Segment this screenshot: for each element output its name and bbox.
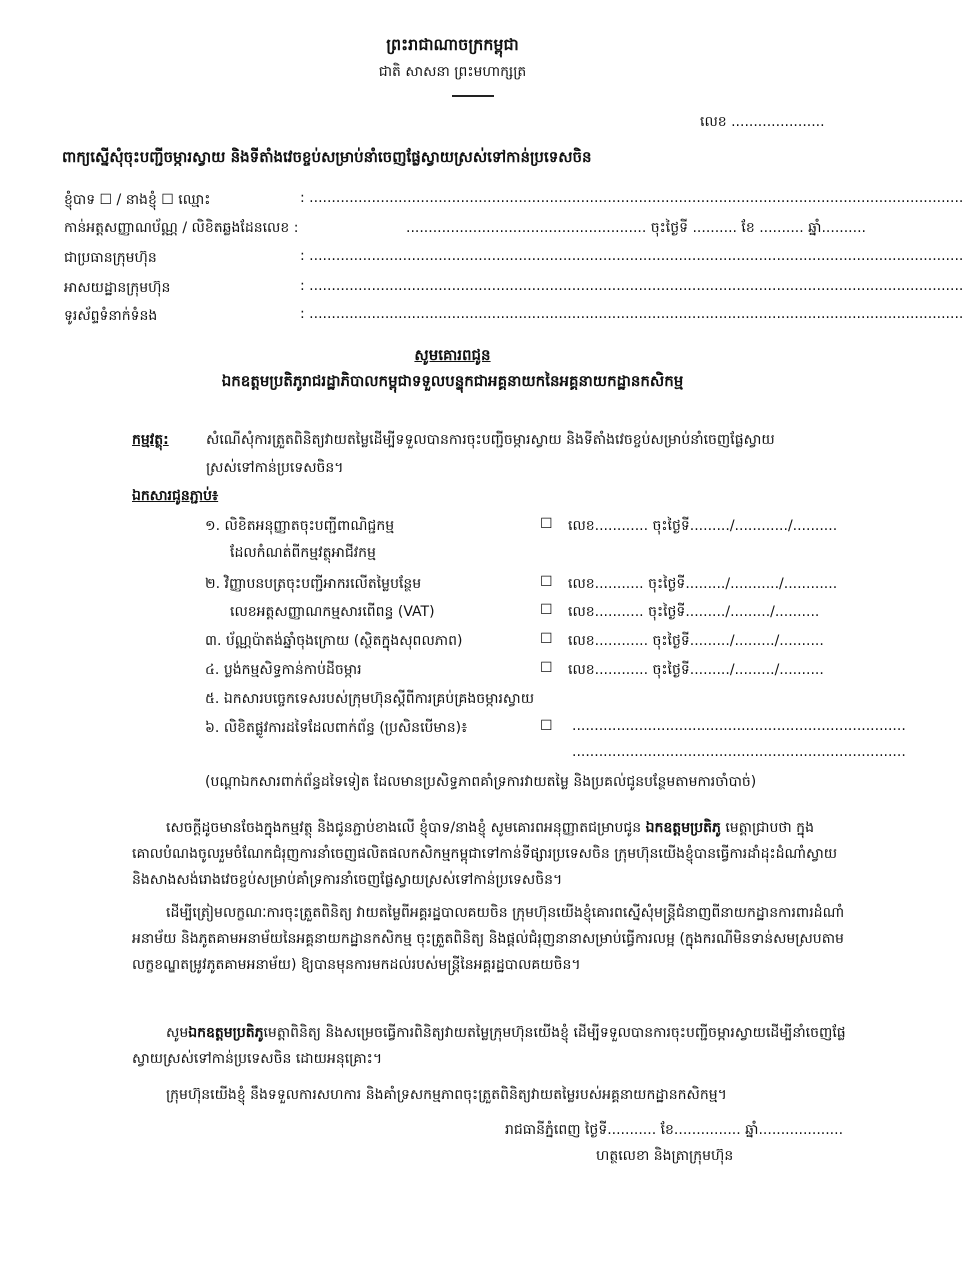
attachment-extra-line[interactable]: ........................................................................... bbox=[572, 744, 906, 760]
attachment-label: ១. លិខិតអនុញ្ញាតចុះបញ្ជីពាណិជ្ជកម្ម bbox=[205, 518, 395, 534]
field-id-value[interactable]: ...................................................... ចុះថ្ងៃទី .......... ខែ .......... ឆ្នាំ.......... bbox=[406, 220, 866, 236]
reference-number: លេខ ..................... bbox=[700, 114, 825, 130]
attachment-label: ដែលកំណត់ពីកម្មវត្ថុអាជីវកម្ម bbox=[230, 545, 376, 561]
attachment-checkbox[interactable]: ☐ bbox=[540, 631, 553, 647]
field-address-label: អាសយដ្ឋានក្រុមហ៊ុន bbox=[64, 280, 171, 296]
field-address-value[interactable]: : ................................................................................................................................................... bbox=[300, 278, 963, 294]
subject-line-1: សំណើសុំការត្រួតពិនិត្យវាយតម្លៃដើម្បីទទួលបានការចុះបញ្ជីចម្ការស្វាយ និងទីតាំងវេចខ្ចប់សម្រាប់នាំចេញផ្លែស្វាយ bbox=[206, 432, 775, 448]
attachment-label: លេខអត្តសញ្ញាណកម្មសារពើពន្ធ (VAT) bbox=[230, 604, 435, 620]
attachment-label: ២. វិញ្ញាបនបត្រចុះបញ្ជីអាករលើតម្លៃបន្ថែម bbox=[205, 576, 422, 592]
subject-line-2: ស្រស់ទៅកាន់ប្រទេសចិន។ bbox=[206, 460, 344, 476]
attachment-checkbox[interactable]: ☐ bbox=[540, 574, 553, 590]
field-director-value[interactable]: : ................................................................................................................................................... bbox=[300, 248, 963, 264]
attachment-label: ៣. ប័ណ្ណប៉ាតង់ឆ្នាំចុងក្រោយ (ស្ថិតក្នុងសុពលភាព) bbox=[205, 633, 463, 649]
body-paragraph-2: ដើម្បីត្រៀមលក្ខណៈការចុះត្រួតពិនិត្យ វាយតម្លៃពីអគ្គរដ្ឋបាលគយចិន ក្រុមហ៊ុនយើងខ្ញុំគោរពស្នើសុំមន្ត្រីជំនាញពីនាយកដ្ឋានការពារដំណាំ អនាម័យ និងភូតគាមអនាម័យនៃអគ្គនាយកដ្ឋានកសិកម្ម ចុះត្រួតពិនិត្យ និងផ្ដល់ជំរុញនានាសម្រាប់ធ្វើការលម្អ (ក្នុងករណីមិនទាន់សមស្របតាមលក្ខខណ្ឌតម្រូវភូតគាមអនាម័យ) ឱ្យបានមុនការមកដល់របស់មន្ត្រីនៃអគ្គរដ្ឋបាលគយចិន។ bbox=[132, 905, 845, 973]
attachment-label: ៤. ប្លង់កម្មសិទ្ធកាន់កាប់ដីចម្ការ bbox=[205, 662, 362, 678]
attachment-checkbox[interactable]: ☐ bbox=[540, 660, 553, 676]
recipient-heading: ឯកឧត្តមប្រតិភូរាជរដ្ឋាភិបាលកម្ពុជាទទួលបន្ទុកជាអគ្គនាយកនៃអគ្គនាយកដ្ឋានកសិកម្ម bbox=[221, 372, 684, 390]
date-line[interactable]: រាជធានីភ្នំពេញ ថ្ងៃទី........... ខែ............... ឆ្នាំ................... bbox=[505, 1122, 844, 1138]
attachment-checkbox[interactable]: ☐ bbox=[540, 718, 553, 734]
attachment-checkbox[interactable]: ☐ bbox=[540, 516, 553, 532]
attachment-detail: លេខ........... ចុះថ្ងៃទី........./........./.......... bbox=[568, 604, 820, 620]
body-p3-text-cont: មេត្តាពិនិត្យ និងសម្រេចធ្វើការពិនិត្យវាយតម្លៃក្រុមហ៊ុនយើងខ្ញុំ ដើម្បីទទួលបានការចុះបញ្ជីចម្ការស្វាយដើម្បីនាំចេញផ្លែស្វាយស្រស់ទៅកាន់ប្រទេសចិន ដោយអនុគ្រោះ។ bbox=[132, 1025, 846, 1067]
body-paragraph-1 bbox=[132, 815, 857, 893]
field-id-label: កាន់អត្តសញ្ញាណប័ណ្ណ / លិខិតឆ្លងដែនលេខ : bbox=[64, 220, 299, 236]
attachment-detail: លេខ............ ចុះថ្ងៃទី........./........./.......... bbox=[568, 662, 824, 678]
field-phone-label: ទូរស័ព្ទទំនាក់ទំនង bbox=[64, 308, 158, 324]
kingdom-heading: ព្រះរាជាណាចក្រកម្ពុជា bbox=[386, 35, 519, 54]
body-p1-bold: ឯកឧត្តមប្រតិភូ bbox=[645, 820, 721, 836]
body-paragraph-3 bbox=[132, 1020, 857, 1072]
field-name-label: ខ្ញុំបាទ ☐ / នាងខ្ញុំ ☐ ឈ្មោះ bbox=[64, 192, 211, 208]
body-p3-bold: ឯកឧត្តមប្រតិភូ bbox=[188, 1025, 264, 1041]
attachment-checkbox[interactable]: ☐ bbox=[540, 602, 553, 618]
body-p1-text-cont: មេត្តាជ្រាបថា ក្នុងគោលបំណងចូលរួមចំណែកជំរុញការនាំចេញផលិតផលកសិកម្មកម្ពុជាទៅកាន់ទីផ្សារប្រទេសចិន ក្រុមហ៊ុនយើងខ្ញុំបានធ្វើការដាំដុះដំណាំស្វាយ និងសាងសង់រោងវេចខ្ចប់សម្រាប់គាំទ្រការនាំចេញផ្លែស្វាយស្រស់ទៅកាន់ប្រទេសចិន។ bbox=[132, 820, 838, 888]
attachment-detail: លេខ........... ចុះថ្ងៃទី........./.........../............ bbox=[568, 576, 838, 592]
field-director-label: ជាប្រធានក្រុមហ៊ុន bbox=[64, 250, 157, 266]
body-p1-text: សេចក្ដីដូចមានចែងក្នុងកម្មវត្ថុ និងជូនភ្ជាប់ខាងលើ ខ្ញុំបាទ/នាងខ្ញុំ សូមគោរពអនុញ្ញាតជម្រាបជូន bbox=[166, 820, 646, 836]
attachment-label: ៦. លិខិតផ្លូវការដទៃដែលពាក់ព័ន្ធ (ប្រសិនបើមាន)៖ bbox=[205, 720, 468, 736]
document-title: ពាក្យស្នើសុំចុះបញ្ជីចម្ការស្វាយ និងទីតាំងវេចខ្ចប់សម្រាប់នាំចេញផ្លែស្វាយស្រស់ទៅកាន់ប្រទេសចិន bbox=[62, 148, 592, 166]
attachment-label: ៥. ឯកសារបច្ចេកទេសរបស់ក្រុមហ៊ុនស្ដីពីការគ្រប់គ្រងចម្ការស្វាយ bbox=[205, 691, 535, 707]
field-phone-value[interactable]: : ................................................................................................................................................... bbox=[300, 306, 963, 322]
body-paragraph-4: ក្រុមហ៊ុនយើងខ្ញុំ នឹងទទួលការសហការ និងគាំទ្រសកម្មភាពចុះត្រួតពិនិត្យវាយតម្លៃរបស់អគ្គនាយកដ្ឋានកសិកម្ម។ bbox=[166, 1087, 727, 1103]
attachments-heading: ឯកសារជូនភ្ជាប់៖ bbox=[132, 488, 219, 504]
subject-label: កម្មវត្ថុ: bbox=[132, 432, 169, 448]
attachments-note: (បណ្ដាឯកសារពាក់ព័ន្ធដទៃទៀត ដែលមានប្រសិទ្ធភាពគាំទ្រការវាយតម្លៃ និងប្រគល់ជូនបន្ថែមតាមការចាំបាច់) bbox=[205, 774, 757, 790]
attachment-detail: លេខ............ ចុះថ្ងៃទី........./............/.......... bbox=[568, 518, 838, 534]
respectfully-heading: សូមគោរពជូន bbox=[414, 346, 491, 364]
field-name-value[interactable]: : ................................................................................................................................................... bbox=[300, 190, 963, 206]
signature-line: ហត្ថលេខា និងត្រាក្រុមហ៊ុន bbox=[596, 1148, 734, 1164]
motto-heading: ជាតិ សាសនា ព្រះមហាក្សត្រ bbox=[378, 64, 527, 80]
attachment-detail[interactable]: ........................................................................... bbox=[572, 718, 906, 734]
header-divider bbox=[452, 95, 494, 97]
attachment-detail: លេខ............ ចុះថ្ងៃទី........./........./.......... bbox=[568, 633, 824, 649]
body-p3-text: សូម bbox=[166, 1025, 189, 1041]
